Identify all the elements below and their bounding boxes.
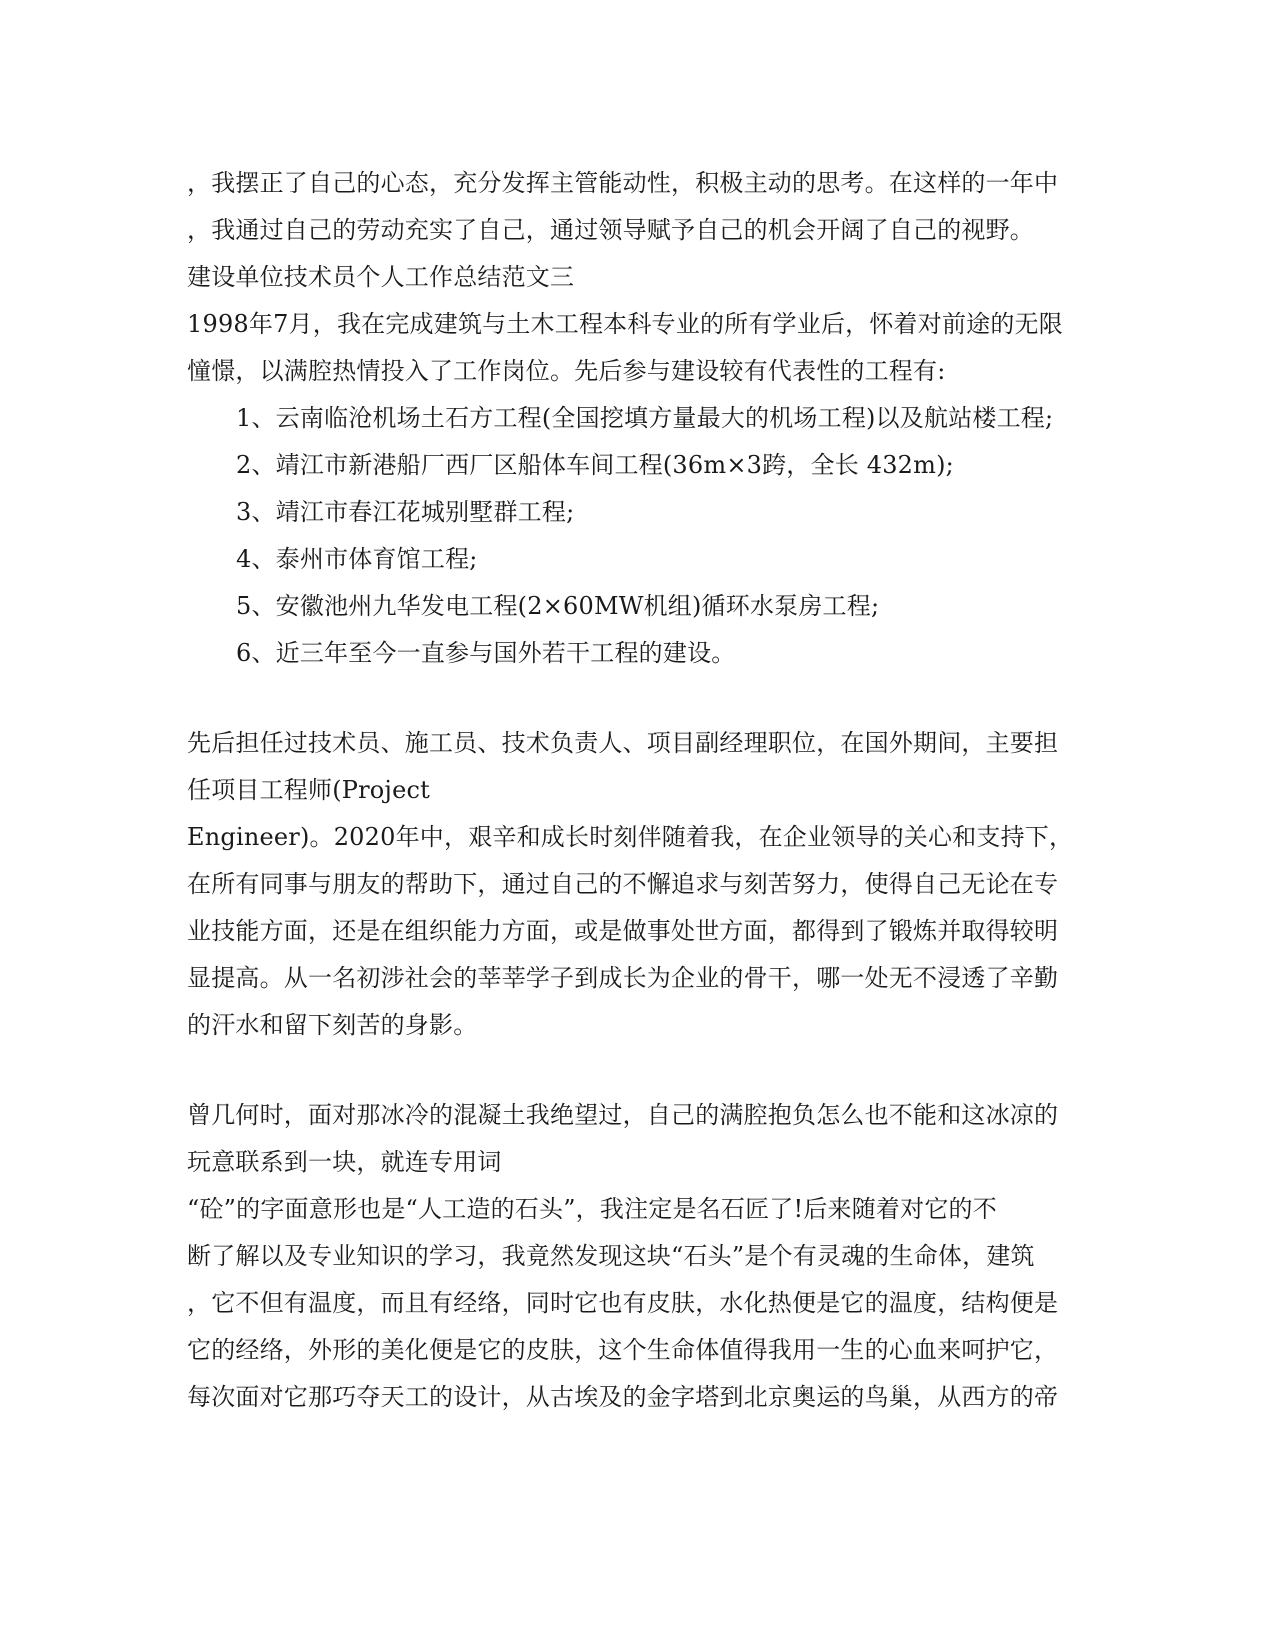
project-item-1: 1、云南临沧机场土石方工程(全国挖填方量最大的机场工程)以及航站楼工程; — [236, 404, 1054, 432]
paragraph2-line-1: 先后担任过技术员、施工员、技术负责人、项目副经理职位，在国外期间，主要担 — [187, 729, 1059, 757]
paragraph3-line-2: 玩意联系到一块，就连专用词 — [187, 1148, 502, 1176]
paragraph2-line-5: 业技能方面，还是在组织能力方面，或是做事处世方面，都得到了锻炼并取得较明 — [187, 917, 1059, 945]
project-item-4: 4、泰州市体育馆工程; — [236, 545, 478, 573]
paragraph1-line-1: 1998年7月，我在完成建筑与土木工程本科专业的所有学业后，怀着对前途的无限 — [187, 310, 1063, 338]
paragraph3-line-6: 它的经络，外形的美化便是它的皮肤，这个生命体值得我用一生的心血来呵护它， — [187, 1336, 1059, 1364]
section-title: 建设单位技术员个人工作总结范文三 — [187, 263, 575, 291]
paragraph2-line-3: Engineer)。2020年中，艰辛和成长时刻伴随着我，在企业领导的关心和支持下， — [187, 823, 1074, 851]
project-item-5: 5、安徽池州九华发电工程(2×60MW机组)循环水泵房工程; — [236, 592, 880, 620]
paragraph3-line-5: ，它不但有温度，而且有经络，同时它也有皮肤，水化热便是它的温度，结构便是 — [187, 1289, 1059, 1317]
paragraph1-line-2: 憧憬，以满腔热情投入了工作岗位。先后参与建设较有代表性的工程有: — [187, 357, 946, 385]
paragraph2-line-4: 在所有同事与朋友的帮助下，通过自己的不懈追求与刻苦努力，使得自己无论在专 — [187, 870, 1059, 898]
project-item-3: 3、靖江市春江花城别墅群工程; — [236, 498, 575, 526]
paragraph2-line-2: 任项目工程师(Project — [187, 776, 430, 804]
intro-line-1: ，我摆正了自己的心态，充分发挥主管能动性，积极主动的思考。在这样的一年中 — [187, 169, 1059, 197]
paragraph3-line-1: 曾几何时，面对那冰冷的混凝土我绝望过，自己的满腔抱负怎么也不能和这冰凉的 — [187, 1101, 1059, 1129]
paragraph3-line-7: 每次面对它那巧夺天工的设计，从古埃及的金字塔到北京奥运的鸟巢，从西方的帝 — [187, 1383, 1059, 1411]
project-item-2: 2、靖江市新港船厂西厂区船体车间工程(36m×3跨，全长 432m); — [236, 451, 954, 479]
intro-line-2: ，我通过自己的劳动充实了自己，通过领导赋予自己的机会开阔了自己的视野。 — [187, 216, 1034, 244]
project-item-6: 6、近三年至今一直参与国外若干工程的建设。 — [236, 639, 736, 667]
paragraph2-line-7: 的汗水和留下刻苦的身影。 — [187, 1011, 478, 1039]
paragraph2-line-6: 显提高。从一名初涉社会的莘莘学子到成长为企业的骨干，哪一处无不浸透了辛勤 — [187, 964, 1059, 992]
paragraph3-line-4: 断了解以及专业知识的学习，我竟然发现这块“石头”是个有灵魂的生命体，建筑 — [187, 1242, 1035, 1270]
paragraph3-line-3: “砼”的字面意形也是“人工造的石头”，我注定是名石匠了!后来随着对它的不 — [187, 1195, 997, 1223]
